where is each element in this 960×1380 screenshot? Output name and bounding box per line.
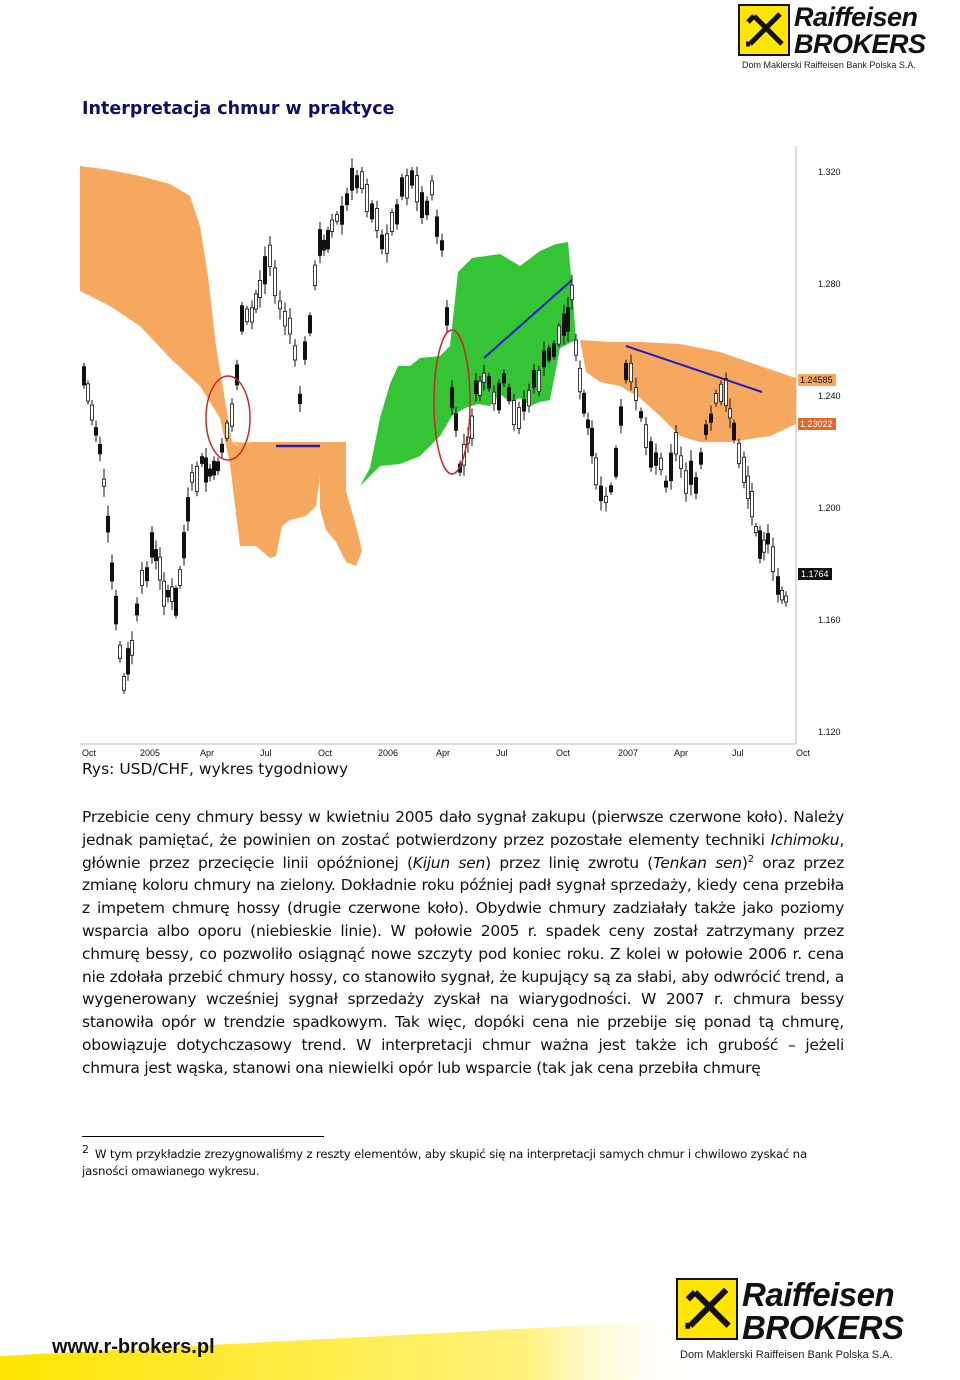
candle-body (126, 649, 129, 674)
candle-body (375, 208, 378, 230)
candle-body (674, 432, 677, 453)
website-link[interactable]: www.r-brokers.pl (52, 1336, 215, 1358)
candle-body (212, 461, 215, 475)
x-tick-label: Apr (436, 748, 451, 758)
candle-body (435, 217, 438, 237)
x-tick-label: Oct (82, 748, 97, 758)
candle-body (780, 590, 783, 600)
candle-body (130, 640, 133, 655)
candle-body (502, 374, 505, 383)
candle-body (699, 453, 702, 465)
term-kijun-sen: Kijun sen (412, 853, 486, 872)
candle-body (517, 408, 520, 429)
candle-body (694, 478, 697, 494)
candle-body (162, 581, 165, 606)
candle-body (318, 230, 321, 256)
candle-body (106, 516, 109, 532)
candle-body (659, 458, 662, 469)
candle-body (669, 453, 672, 481)
candle-body (430, 181, 433, 195)
price-label-low: 1.23022 (800, 419, 833, 429)
candle-body (732, 423, 735, 440)
footnote-reference: 2 (747, 853, 754, 865)
candle-body (704, 425, 707, 435)
candle-body (746, 476, 749, 499)
candle-body (590, 428, 593, 456)
paragraph-text: Przebicie ceny chmury bessy w kwietniu 2005 dało sygnał zakupu (pierwsze czerwone koło). Należy jednak pamiętać, że powinien on zostać potwierdzony przez pozostałe elementy techniki (82, 808, 844, 849)
y-tick-label: 1.240 (818, 391, 841, 401)
candle-body (552, 344, 555, 357)
x-tick-label: Jul (496, 748, 508, 758)
candle-body (470, 416, 473, 439)
candle-body (365, 185, 368, 212)
candle-body (122, 676, 125, 690)
candle-body (487, 377, 490, 388)
candle-body (355, 176, 358, 188)
candle-body (649, 442, 652, 468)
candle-body (150, 533, 153, 557)
x-tick-label: Apr (674, 748, 689, 758)
candle-body (482, 373, 485, 382)
footnote-text: W tym przykładzie zrezygnowaliśmy z reszty elementów, aby skupić się na interpretacji samych chmur i chwilowo zyskać na jasności omawianego wykresu. (82, 1147, 807, 1178)
price-label-high: 1.24585 (800, 375, 833, 385)
candle-body (478, 381, 481, 395)
candle-body (497, 383, 500, 410)
candle-body (684, 471, 687, 493)
candle-body (250, 308, 253, 322)
x-tick-label: 2005 (140, 748, 161, 758)
figure-caption: Rys: USD/CHF, wykres tygodniowy (82, 760, 349, 778)
candle-body (570, 285, 573, 299)
candle-body (766, 533, 769, 544)
candle-body (283, 311, 286, 326)
candle-body (360, 172, 363, 189)
y-tick-label: 1.160 (818, 615, 841, 625)
brand-tagline: Dom Maklerski Raiffeisen Bank Polska S.A. (742, 60, 916, 70)
footnote-separator (82, 1136, 324, 1137)
raiffeisen-logo-top (738, 4, 926, 70)
brand-name-line1: Raiffeisen (742, 1276, 895, 1313)
candle-body (170, 587, 173, 602)
candle-body (200, 457, 203, 464)
candle-body (335, 215, 338, 222)
candle-body (474, 381, 477, 394)
candle-body (762, 540, 765, 552)
candle-body (90, 405, 93, 420)
candle-body (395, 205, 398, 224)
paragraph-text: , głównie przez przecięcie linii opóźnionej ( (82, 830, 844, 872)
candle-body (574, 340, 577, 355)
candle-body (594, 458, 597, 485)
candle-body (566, 308, 569, 332)
x-tick-label: Apr (200, 748, 215, 758)
candle-body (322, 240, 325, 250)
candle-body (624, 363, 627, 379)
brand-name-line2: BROKERS (794, 29, 926, 59)
candle-body (340, 206, 343, 224)
y-tick-label: 1.280 (818, 279, 841, 289)
candle-body (102, 479, 105, 486)
candle-body (400, 178, 403, 196)
y-tick-label: 1.120 (818, 727, 841, 737)
brand-tagline: Dom Maklerski Raiffeisen Bank Polska S.A. (680, 1349, 893, 1361)
brand-name-line2: BROKERS (742, 1309, 904, 1346)
candle-body (174, 588, 177, 615)
candle-body (537, 370, 540, 391)
candle-body (450, 387, 453, 408)
candle-body (629, 363, 632, 381)
raiffeisen-gable-icon (738, 4, 790, 56)
candle-body (512, 401, 515, 425)
candle-body (298, 394, 301, 403)
term-ichimoku: Ichimoku (770, 830, 840, 849)
candle-body (542, 351, 545, 367)
candle-body (754, 527, 757, 533)
candle-body (370, 204, 373, 219)
candle-body (415, 176, 418, 202)
paragraph-text: ) przez linię zwrotu ( (485, 853, 654, 872)
candle-body (154, 549, 157, 560)
candle-body (182, 533, 185, 558)
x-tick-label: Jul (260, 748, 272, 758)
candle-body (380, 235, 383, 249)
candle-body (619, 407, 622, 425)
x-tick-label: Oct (318, 748, 333, 758)
candle-body (599, 486, 602, 501)
candle-body (689, 461, 692, 484)
candle-body (639, 412, 642, 418)
candle-body (784, 596, 787, 602)
candle-body (278, 301, 281, 309)
candle-body (750, 492, 753, 517)
candle-body (235, 365, 238, 385)
x-tick-label: Oct (556, 748, 571, 758)
candle-body (634, 388, 637, 401)
candle-body (390, 213, 393, 232)
candle-body (664, 481, 667, 487)
raiffeisen-gable-icon (676, 1278, 738, 1340)
candle-body (582, 393, 585, 413)
paragraph-text: oraz przez zmianę koloru chmury na zielony. Dokładnie roku później padł sygnał sprzedaży, kiedy cena przebiła z impetem chmurę hossy (drugie czerwone koło). Obydwie chmury zadziałały także jako poziomy wsparcia albo oporu (niebieskie linie). W połowie 2005 r. spadek ceny został zatrzymany przez chmurę bessy, co pozwoliło osiągnąć nowe szczyty pod koniec roku. Z kolei w połowie 2006 r. cena nie zdołała przebić chmury hossy, co stanowiło sygnał, że kupujący są za słabi, aby odwrócić trend, a wygenerowany wcześniej sygnał sprzedaży zyskał na wiarygodności. W 2007 r. chmura bessy stanowiła opór w trendzie spadkowym. Tak więc, dopóki cena nie przebije się ponad tą chmurę, obowiązuje dotychczasowy trend. W interpretacji chmur ważna jest także ich grubość – jeżeli chmura jest wąska, stanowi ona niewielki opór lub wsparcie (tak jak cena przebiła chmurę (82, 853, 844, 1077)
candle-body (94, 427, 97, 435)
candle-body (724, 379, 727, 406)
body-paragraph (82, 806, 844, 1080)
candle-body (547, 348, 550, 360)
candle-body (586, 420, 589, 428)
candle-body (263, 257, 266, 284)
footnote (82, 1143, 842, 1180)
term-tenkan-sen: Tenkan sen (653, 853, 742, 872)
candle-body (527, 390, 530, 405)
raiffeisen-logo-bottom (676, 1278, 904, 1361)
candle-body (578, 368, 581, 392)
candle-body (405, 176, 408, 198)
candle-body (158, 557, 161, 580)
candle-body (604, 496, 607, 502)
candle-body (110, 563, 113, 581)
candle-body (190, 473, 193, 482)
candle-body (345, 194, 348, 205)
candle-body (492, 392, 495, 404)
candle-body (220, 444, 223, 452)
footnote-number: 2 (82, 1143, 89, 1156)
candle-body (709, 414, 712, 422)
x-tick-label: Oct (796, 748, 811, 758)
usdchf-ichimoku-chart (80, 146, 846, 760)
candle-body (230, 404, 233, 426)
candle-body (326, 231, 329, 250)
candle-body (644, 425, 647, 448)
candle-body (410, 171, 413, 185)
candle-body (562, 314, 565, 335)
candle-body (166, 590, 169, 597)
candle-body (145, 568, 148, 581)
candle-body (308, 316, 311, 333)
candle-body (135, 604, 138, 615)
candle-body (557, 326, 560, 344)
paragraph-text: ) (741, 853, 748, 872)
candle-body (714, 393, 717, 403)
y-tick-label: 1.320 (818, 167, 841, 177)
candle-body (614, 448, 617, 476)
candle-body (118, 645, 121, 658)
candle-body (303, 342, 306, 360)
candle-body (771, 547, 774, 572)
candle-body (758, 531, 761, 559)
candle-body (140, 570, 143, 585)
candle-body (114, 596, 117, 624)
candle-body (425, 201, 428, 215)
candle-body (195, 466, 198, 491)
candle-body (258, 280, 261, 297)
candle-body (273, 268, 276, 296)
candle-body (654, 453, 657, 466)
candle-body (178, 570, 181, 586)
candle-body (776, 577, 779, 595)
candle-body (507, 387, 510, 400)
candle-body (240, 306, 243, 331)
current-price-label: 1.1764 (801, 569, 829, 579)
candle-body (86, 384, 89, 401)
candle-body (330, 220, 333, 232)
candle-body (204, 458, 207, 482)
x-tick-label: 2007 (618, 748, 639, 758)
candle-body (445, 308, 448, 325)
candle-body (522, 400, 525, 412)
section-heading: Interpretacja chmur w praktyce (82, 99, 395, 119)
candle-body (225, 423, 228, 438)
brand-name-line1: Raiffeisen (794, 2, 918, 32)
candle-body (216, 462, 219, 471)
candle-body (82, 367, 85, 385)
candle-body (385, 234, 388, 254)
candle-body (313, 265, 316, 285)
candle-body (742, 457, 745, 482)
candle-body (609, 486, 612, 492)
x-tick-label: Jul (732, 748, 744, 758)
candle-body (245, 309, 248, 322)
candle-body (350, 168, 353, 190)
candle-body (728, 409, 731, 418)
candle-body (208, 469, 211, 476)
candle-body (268, 245, 271, 266)
x-tick-label: 2006 (378, 748, 399, 758)
candle-body (532, 370, 535, 387)
candle-body (440, 241, 443, 250)
candle-body (719, 384, 722, 401)
candle-body (293, 346, 296, 360)
candle-body (186, 498, 189, 521)
candle-body (420, 193, 423, 218)
candle-body (254, 294, 257, 309)
candle-body (737, 443, 740, 463)
y-tick-label: 1.200 (818, 503, 841, 513)
candle-body (288, 318, 291, 334)
candle-body (98, 444, 101, 453)
candle-body (454, 414, 457, 431)
candle-body (679, 456, 682, 468)
